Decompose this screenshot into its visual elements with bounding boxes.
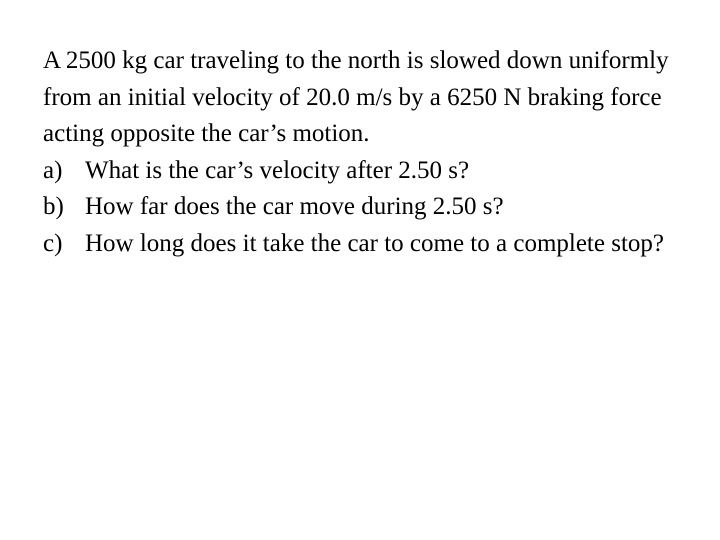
question-text: How long does it take the car to come to a complete stop? [85,229,664,257]
question-a [43,153,683,190]
question-list [43,153,683,263]
question-label: a) [43,156,63,184]
problem-intro: A 2500 kg car traveling to the north is slowed down uniformly from an initial velocity of 20.0 m/s by a 6250 N braking force acting opposite the car’s motion. [43,47,669,147]
question-text: What is the car’s velocity after 2.50 s? [85,156,470,184]
question-label: b) [43,193,64,220]
question-label: c) [43,229,63,257]
question-text: How far does the car move during 2.50 s? [85,193,504,220]
problem-statement [43,43,683,262]
question-c [43,226,683,263]
question-b [43,189,683,226]
